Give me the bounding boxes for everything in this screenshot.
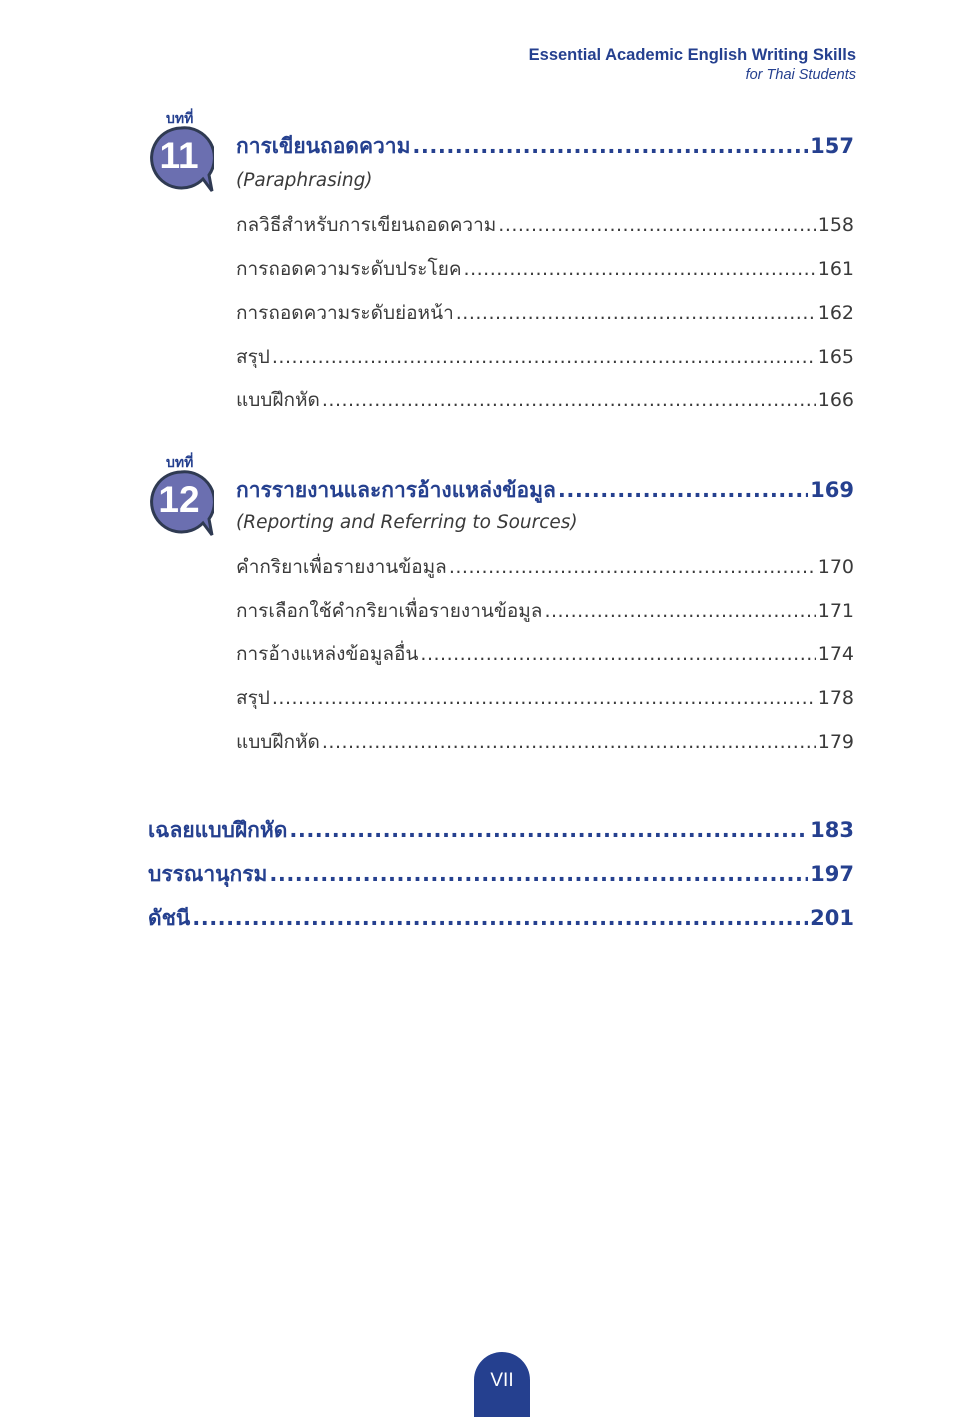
- toc-item-label: การเลือกใช้คำกริยาเพื่อรายงานข้อมูล: [236, 600, 543, 622]
- toc-item-label: ดัชนี: [148, 906, 191, 930]
- leader-dots: [322, 389, 816, 411]
- toc-item[interactable]: [236, 552, 854, 582]
- chapter-title: การรายงานและการอ้างแหล่งข้อมูล: [236, 478, 556, 502]
- page-ref: 174: [817, 643, 854, 665]
- page-ref: 162: [817, 302, 854, 324]
- leader-dots: [558, 478, 808, 502]
- page-number-tab: [474, 1352, 530, 1417]
- page-ref: 161: [817, 258, 854, 280]
- chapter-badge-label: บทที่: [166, 455, 194, 471]
- leader-dots: [420, 643, 815, 665]
- book-subtitle: for Thai Students: [745, 67, 856, 83]
- leader-dots: [192, 906, 808, 930]
- chapter-12-block: [148, 452, 854, 762]
- chapter-number: 12: [158, 479, 200, 520]
- toc-item[interactable]: [236, 254, 854, 284]
- toc-item[interactable]: [236, 298, 854, 328]
- toc-item-label: สรุป: [236, 687, 270, 709]
- chapter-english-title: (Reporting and Referring to Sources): [236, 512, 578, 533]
- chapter-11-block: [148, 108, 854, 418]
- page-ref: 169: [810, 478, 854, 502]
- chapter-badge: [148, 108, 214, 190]
- toc-item-label: กลวิธีสำหรับการเขียนถอดความ: [236, 214, 497, 236]
- chapter-number: 11: [159, 135, 199, 176]
- toc-item-label: บรรณานุกรม: [148, 862, 268, 886]
- toc-item[interactable]: [236, 385, 854, 415]
- toc-item-label: แบบฝึกหัด: [236, 731, 320, 753]
- toc-item-label: การอ้างแหล่งข้อมูลอื่น: [236, 643, 419, 665]
- page-ref: 165: [817, 346, 854, 368]
- toc-item-label: การถอดความระดับย่อหน้า: [236, 302, 454, 324]
- toc-index[interactable]: [148, 902, 854, 935]
- leader-dots: [289, 818, 808, 842]
- toc-item-label: เฉลยแบบฝึกหัด: [148, 818, 288, 842]
- leader-dots: [464, 258, 816, 280]
- leader-dots: [269, 862, 808, 886]
- page-ref: 170: [817, 556, 854, 578]
- leader-dots: [498, 214, 815, 236]
- page-ref: 166: [817, 389, 854, 411]
- toc-item[interactable]: [236, 683, 854, 713]
- leader-dots: [272, 346, 816, 368]
- page-ref: 179: [817, 731, 854, 753]
- chapter-title-entry[interactable]: [236, 130, 854, 163]
- toc-item[interactable]: [236, 727, 854, 757]
- toc-item-label: การถอดความระดับประโยค: [236, 258, 462, 280]
- leader-dots: [449, 556, 816, 578]
- chapter-title-entry[interactable]: [236, 474, 854, 507]
- leader-dots: [456, 302, 816, 324]
- toc-answer-key[interactable]: [148, 814, 854, 847]
- page-ref: 171: [817, 600, 854, 622]
- toc-item[interactable]: [236, 639, 854, 669]
- page-ref: 158: [817, 214, 854, 236]
- page-ref: 201: [810, 906, 854, 930]
- page-ref: 178: [817, 687, 854, 709]
- chapter-badge-label: บทที่: [166, 111, 194, 127]
- toc-item-label: สรุป: [236, 346, 270, 368]
- toc-item-label: คำกริยาเพื่อรายงานข้อมูล: [236, 556, 447, 578]
- toc-item-label: แบบฝึกหัด: [236, 389, 320, 411]
- running-header: [529, 44, 856, 84]
- toc-item[interactable]: [236, 342, 854, 372]
- page-ref: 197: [810, 862, 854, 886]
- leader-dots: [322, 731, 816, 753]
- toc-item[interactable]: [236, 210, 854, 240]
- page-ref: 183: [810, 818, 854, 842]
- leader-dots: [544, 600, 815, 622]
- leader-dots: [412, 134, 808, 158]
- book-title: Essential Academic English Writing Skills: [528, 46, 856, 64]
- page-ref: 157: [810, 134, 854, 158]
- page-number: VII: [490, 1370, 514, 1391]
- toc-item[interactable]: [236, 596, 854, 626]
- chapter-english-title: (Paraphrasing): [236, 170, 373, 191]
- chapter-title: การเขียนถอดความ: [236, 134, 411, 158]
- chapter-badge: [148, 452, 214, 534]
- leader-dots: [272, 687, 816, 709]
- toc-bibliography[interactable]: [148, 858, 854, 891]
